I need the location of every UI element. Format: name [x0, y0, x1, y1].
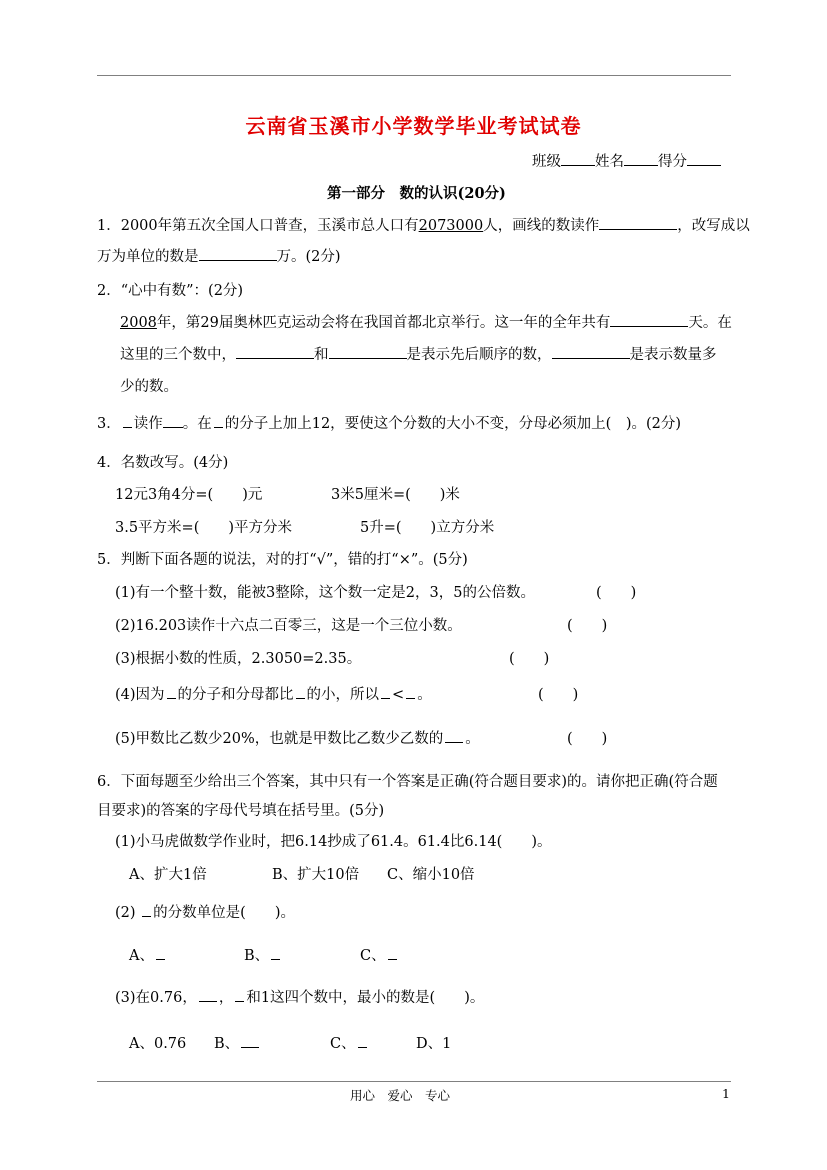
q5-5-text-a: (5)甲数比乙数少20%，也就是甲数比乙数少乙数的: [115, 731, 444, 747]
q6-3-option-b-label: B、: [214, 1036, 240, 1052]
page-title: 云南省玉溪市小学数学毕业考试试卷: [245, 114, 582, 138]
q3-text-b: 读作: [133, 416, 163, 432]
q6-2-option-b[interactable]: [244, 946, 282, 966]
q1-text-c: ，改写成以: [677, 218, 750, 234]
fraction-mark: [142, 906, 151, 917]
q6-3-text-a: (3)在0.76，: [115, 990, 197, 1006]
fraction-mark: [199, 991, 217, 1002]
question-2-line1: [120, 313, 732, 333]
q6-sub-3: [115, 988, 484, 1008]
q4-row1-b: 3米5厘米=( )米: [331, 487, 460, 503]
q2-text-f: 是表示数量多: [629, 347, 717, 363]
q6-3-option-d[interactable]: D、1: [416, 1036, 452, 1052]
q5-item-5: [115, 729, 480, 749]
q6-1-option-c[interactable]: C、缩小10倍: [387, 867, 475, 883]
q6-2-option-c-label: C、: [360, 948, 386, 964]
q6-3-text-b: ，: [218, 990, 234, 1006]
q6-2-option-c[interactable]: [360, 946, 399, 966]
q1-blank-wan[interactable]: [199, 247, 277, 261]
fraction-mark: [296, 688, 305, 699]
class-blank[interactable]: [561, 152, 595, 166]
fraction-mark: [388, 949, 397, 960]
question-2-line3: 少的数。: [120, 379, 178, 395]
q6-2-option-b-label: B、: [244, 948, 270, 964]
q6-2-text-a: (2): [115, 905, 136, 921]
header-info: [532, 152, 721, 172]
q6-1-option-b[interactable]: B、扩大10倍: [272, 867, 360, 883]
q1-text-d: 万为单位的数是: [97, 249, 199, 265]
q5-item-2: (2)16.203读作十六点二百零三，这是一个三位小数。: [115, 618, 462, 634]
question-4-title: 4．名数改写。(4分): [97, 455, 229, 471]
q6-3-option-c[interactable]: [330, 1034, 369, 1054]
q6-3-option-a[interactable]: A、0.76: [129, 1036, 187, 1052]
q5-4-text-a: (4)因为: [115, 687, 165, 703]
q5-4-text-b: 的分子和分母都比: [177, 687, 294, 703]
q3-text-d: 的分子上加上12，要使这个分数的大小不变，分母必须加上( )。(2分): [224, 416, 682, 432]
q1-text-b: 人，画线的数读作: [483, 218, 600, 234]
q5-4-text-e: 。: [417, 687, 432, 703]
q6-2-option-a[interactable]: [129, 946, 167, 966]
fraction-mark: [156, 949, 165, 960]
q5-4-text-c: 的小，所以: [306, 687, 380, 703]
q2-underlined-year: 2008: [120, 315, 157, 331]
score-label: 得分: [658, 154, 687, 170]
q2-text-b: 天。在: [688, 315, 732, 331]
top-rule: [97, 75, 731, 76]
fraction-mark: [406, 688, 415, 699]
footer-motto: 用心 爱心 专心: [350, 1088, 451, 1103]
name-blank[interactable]: [624, 152, 658, 166]
q2-blank-days[interactable]: [610, 313, 688, 327]
q6-1-option-a[interactable]: A、扩大1倍: [129, 867, 207, 883]
q6-sub-2: [115, 903, 295, 923]
q5-answer-5[interactable]: ( ): [567, 731, 608, 747]
fraction-mark: [381, 688, 390, 699]
fraction-mark: [123, 417, 132, 428]
q5-answer-2[interactable]: ( ): [567, 618, 608, 634]
q2-text-c: 这里的三个数中，: [120, 347, 236, 363]
fraction-mark: [214, 417, 223, 428]
question-2-line2: [120, 345, 717, 365]
q1-text-a: 1．2000年第五次全国人口普查，玉溪市总人口有: [97, 218, 419, 234]
q2-text-a: 年，第29届奥林匹克运动会将在我国首都北京举行。这一年的全年共有: [156, 315, 611, 331]
q6-2-option-a-label: A、: [129, 948, 154, 964]
q1-blank-reading[interactable]: [599, 216, 677, 230]
fraction-mark: [445, 732, 463, 743]
q3-text-a: 3．: [97, 416, 121, 432]
q4-row2-b: 5升=( )立方分米: [360, 520, 495, 536]
section-title: 第一部分 数的认识(20分): [327, 185, 506, 202]
q4-row1-a: 12元3角4分=( )元: [115, 487, 263, 503]
fraction-mark: [235, 991, 244, 1002]
q3-blank[interactable]: [163, 414, 183, 428]
q5-answer-1[interactable]: ( ): [596, 585, 637, 601]
question-6-line2: 目要求)的答案的字母代号填在括号里。(5分): [97, 803, 385, 819]
fraction-mark: [271, 949, 280, 960]
q2-text-d: 和: [314, 347, 329, 363]
q2-text-e: 是表示先后顺序的数，: [406, 347, 552, 363]
q6-3-option-b[interactable]: [214, 1034, 261, 1054]
question-5-title: 5．判断下面各题的说法，对的打“√”，错的打“×”。(5分): [97, 552, 468, 568]
fraction-mark: [358, 1037, 367, 1048]
q5-answer-4[interactable]: ( ): [538, 687, 579, 703]
q5-5-text-b: 。: [465, 731, 480, 747]
question-1-line2: [97, 247, 341, 267]
q2-blank-3[interactable]: [552, 345, 630, 359]
q5-answer-3[interactable]: ( ): [509, 651, 550, 667]
class-label: 班级: [532, 154, 561, 170]
q1-underlined-number: 2073000: [418, 218, 484, 234]
q3-text-c: 。在: [182, 416, 212, 432]
page-number: 1: [722, 1086, 730, 1101]
question-3: [97, 414, 681, 434]
fraction-mark: [241, 1037, 259, 1048]
q6-3-text-c: 和1这四个数中，最小的数是( )。: [246, 990, 485, 1006]
q4-row2-a: 3.5平方米=( )平方分米: [115, 520, 293, 536]
q5-item-1: (1)有一个整十数，能被3整除，这个数一定是2，3，5的公倍数。: [115, 585, 535, 601]
footer-rule: [97, 1081, 731, 1082]
q5-4-text-d: <: [392, 687, 405, 703]
q6-sub-1: (1)小马虎做数学作业时，把6.14抄成了61.4。61.4比6.14( )。: [115, 834, 552, 850]
q6-2-text-b: 的分数单位是( )。: [153, 905, 295, 921]
name-label: 姓名: [595, 154, 624, 170]
q2-blank-1[interactable]: [236, 345, 314, 359]
fraction-mark: [167, 688, 176, 699]
q5-item-3: (3)根据小数的性质，2.3050=2.35。: [115, 651, 362, 667]
question-2-title: 2．“心中有数”：(2分): [97, 283, 244, 299]
q1-text-e: 万。(2分): [276, 249, 341, 265]
question-1-line1: [97, 216, 750, 236]
question-6-line1: 6．下面每题至少给出三个答案，其中只有一个答案是正确(符合题目要求)的。请你把正确(符合题: [97, 774, 718, 790]
score-blank[interactable]: [687, 152, 721, 166]
q2-blank-2[interactable]: [329, 345, 407, 359]
q6-3-option-c-label: C、: [330, 1036, 356, 1052]
q5-item-4: [115, 685, 432, 705]
